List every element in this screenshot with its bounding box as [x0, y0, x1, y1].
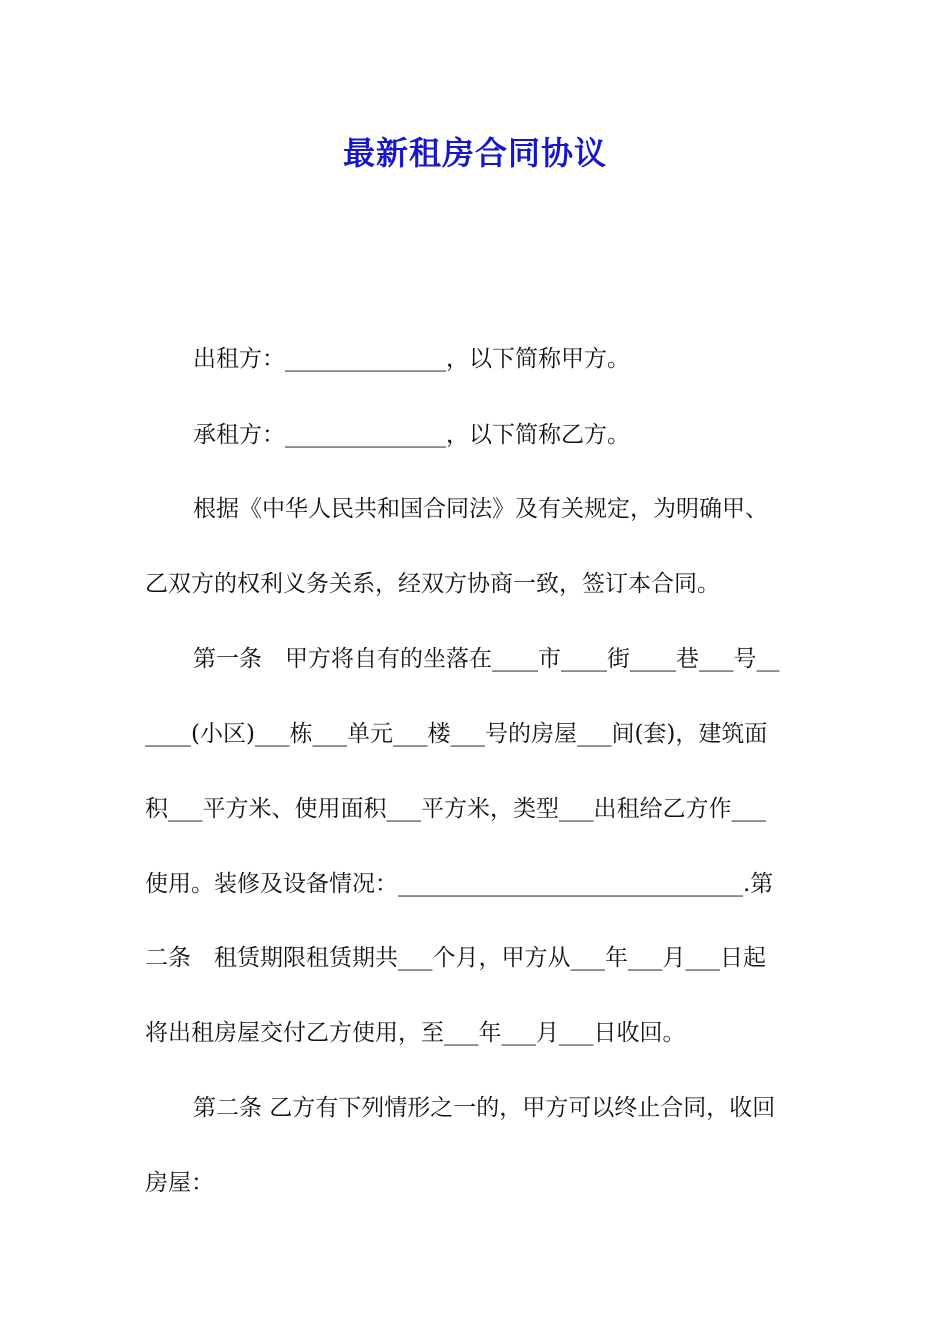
article-2-line-1: 二条 租赁期限租赁期共___个月，甲方从___年___月___日起: [145, 945, 766, 971]
article-1-line-4: 使用。装修及设备情况：______________________________.第: [145, 871, 774, 897]
document-title: 最新租房合同协议: [342, 134, 607, 172]
lessor-line: 出租方：______________，以下简称甲方。: [193, 346, 630, 372]
preamble-line-2: 乙双方的权利义务关系，经双方协商一致，签订本合同。: [145, 571, 720, 597]
article-3-line-1: 第二条 乙方有下列情形之一的，甲方可以终止合同，收回: [193, 1095, 776, 1121]
article-3-line-2: 房屋：: [145, 1170, 214, 1196]
article-1-line-1: 第一条 甲方将自有的坐落在____市____街____巷___号__: [193, 646, 780, 672]
article-1-line-3: 积___平方米、使用面积___平方米，类型___出租给乙方作___: [145, 796, 766, 822]
preamble-line-1: 根据《中华人民共和国合同法》及有关规定，为明确甲、: [193, 496, 768, 522]
article-1-line-2: ____(小区)___栋___单元___楼___号的房屋___间(套)，建筑面: [145, 721, 768, 747]
lessee-line: 承租方：______________，以下简称乙方。: [193, 422, 630, 448]
article-2-line-2: 将出租房屋交付乙方使用，至___年___月___日收回。: [145, 1020, 686, 1046]
